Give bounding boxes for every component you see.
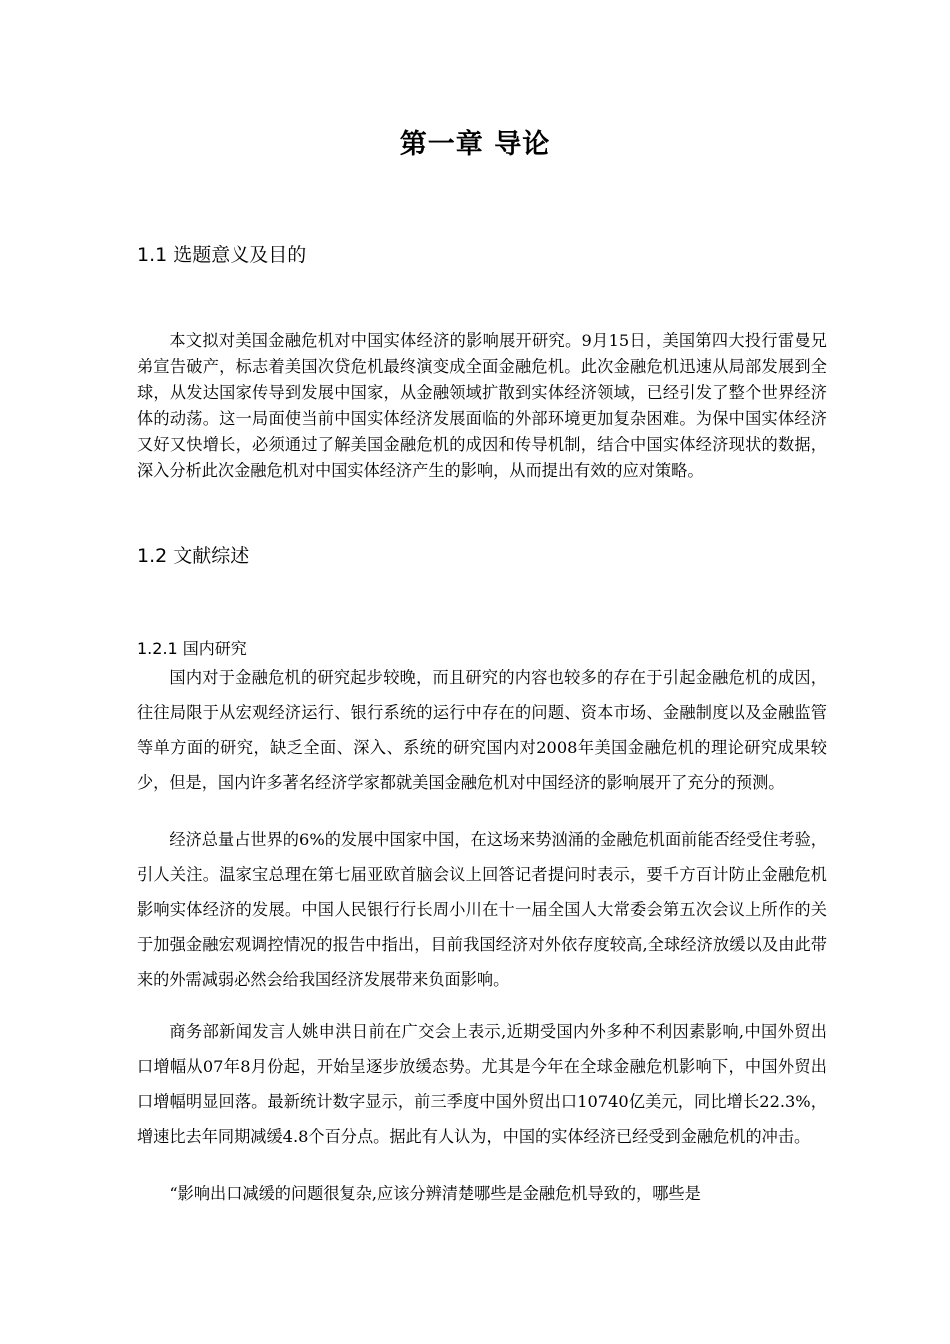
body-paragraph-2: 经济总量占世界的6%的发展中国家中国，在这场来势汹涌的金融危机面前能否经受住考验，引人关注。温家宝总理在第七届亚欧首脑会议上回答记者提问时表示，要千方百计防止金融危机影响实体经济的发展。中国人民银行行长周小川在十一届全国人大常委会第五次会议上所作的关于加强金融宏观调控情况的报告中指出，目前我国经济对外依存度较高,全球经济放缓以及由此带来的外需减弱必然会给我国经济发展带来负面影响。 xyxy=(137,830,827,989)
section-heading-1-1: 1.1 选题意义及目的 xyxy=(137,244,307,266)
subsection-heading-1-2-1: 1.2.1 国内研究 xyxy=(137,639,247,658)
chapter-title: 第一章 导论 xyxy=(399,129,551,160)
section-heading-1-2: 1.2 文献综述 xyxy=(137,545,250,567)
body-paragraph-1: 国内对于金融危机的研究起步较晚，而且研究的内容也较多的存在于引起金融危机的成因，往往局限于从宏观经济运行、银行系统的运行中存在的问题、资本市场、金融制度以及金融监管等单方面的研究，缺乏全面、深入、系统的研究国内对2008年美国金融危机的理论研究成果较少，但是，国内许多著名经济学家都就美国金融危机对中国经济的影响展开了充分的预测。 xyxy=(137,668,827,792)
body-paragraph-4: “影响出口减缓的问题很复杂,应该分辨清楚哪些是金融危机导致的，哪些是 xyxy=(169,1184,701,1203)
body-paragraph-3: 商务部新闻发言人姚申洪日前在广交会上表示,近期受国内外多种不利因素影响,中国外贸出口增幅从07年8月份起，开始呈逐步放缓态势。尤其是今年在全球金融危机影响下，中国外贸出口增幅明显回落。最新统计数字显示，前三季度中国外贸出口10740亿美元，同比增长22.3%，增速比去年同期减缓4.8个百分点。据此有人认为，中国的实体经济已经受到金融危机的冲击。 xyxy=(137,1022,827,1146)
section-1-1-paragraph: 本文拟对美国金融危机对中国实体经济的影响展开研究。9月15日，美国第四大投行雷曼兄弟宣告破产，标志着美国次贷危机最终演变成全面金融危机。此次金融危机迅速从局部发展到全球，从发达国家传导到发展中国家，从金融领域扩散到实体经济领域，已经引发了整个世界经济体的动荡。这一局面使当前中国实体经济发展面临的外部环境更加复杂困难。为保中国实体经济又好又快增长，必须通过了解美国金融危机的成因和传导机制，结合中国实体经济现状的数据，深入分析此次金融危机对中国实体经济产生的影响，从而提出有效的应对策略。 xyxy=(137,331,827,480)
